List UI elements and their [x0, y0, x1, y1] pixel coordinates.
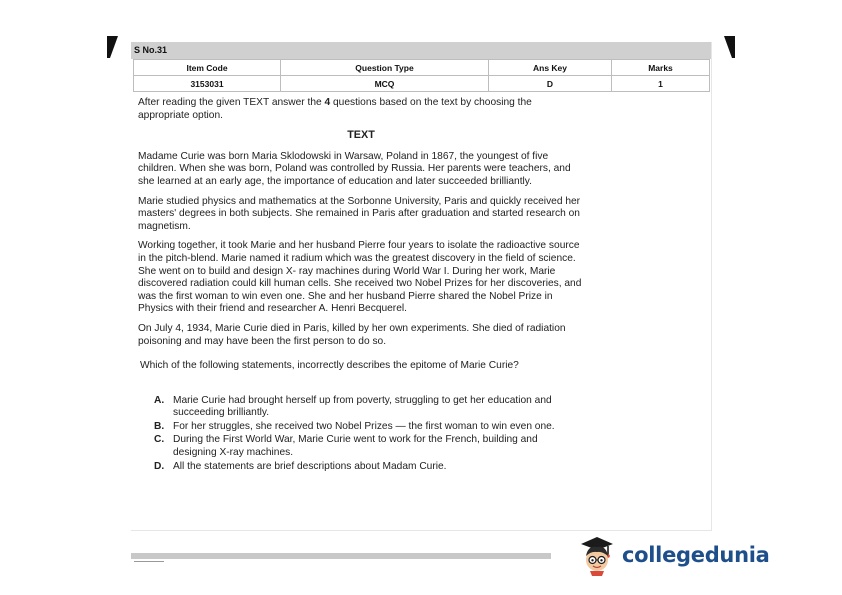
instruction-text-end: questions based on the text by choosing the appropriate option.	[138, 97, 532, 121]
instruction-text-start: After reading the given TEXT answer the	[138, 97, 325, 108]
passage-paragraph: Madame Curie was born Maria Sklodowski in Warsaw, Poland in 1867, the youngest of five children. When she was born, Poland was controlled by Russia. Her parents were teachers, and she learned at an early age, the importance of education and later succeeded brilliantly.	[138, 150, 571, 187]
instruction	[138, 97, 584, 122]
option-letter: C.	[154, 434, 165, 446]
option-letter: D.	[154, 460, 165, 472]
item-code-value: 3153031	[134, 76, 281, 92]
option-text: During the First World War, Marie Curie went to work for the French, building and designing X-ray machines.	[173, 434, 538, 459]
passage-paragraph: On July 4, 1934, Marie Curie died in Paris, killed by her own experiments. She died of radiation poisoning and may have been the first person to do so.	[138, 322, 566, 347]
option-b	[154, 421, 584, 434]
instruction-count: 4	[324, 97, 331, 108]
serial-number: S No.31	[131, 42, 711, 59]
corner-mark-right	[724, 36, 735, 58]
item-meta-table	[133, 59, 710, 92]
option-text: All the statements are brief descriptions about Madam Curie.	[173, 460, 447, 472]
option-a	[154, 395, 584, 420]
table-header-row	[134, 60, 710, 76]
question-stem: Which of the following statements, incorrectly describes the epitome of Marie Curie?	[140, 360, 519, 372]
text-heading: TEXT	[347, 129, 375, 142]
passage-paragraph: Working together, it took Marie and her husband Pierre four years to isolate the radioactive source in the pitch-blend. Marie named it radium which was the greatest discovery in the field of science. She went on to build and design X- ray machines during World War I. During her work, Marie discovered radiation could kill human cells. She received two Nobel Prizes for her discoveries, and was the first woman to win even one. She and her husband Pierre shared the Nobel Prize in Physics with their friend and researcher A. Henri Becquerel.	[138, 240, 582, 315]
option-text: Marie Curie had brought herself up from poverty, struggling to get her education and succeeding brilliantly.	[173, 394, 552, 419]
question-sheet	[131, 42, 712, 531]
option-letter: B.	[154, 420, 165, 432]
marks-value: 1	[612, 76, 710, 92]
option-d	[154, 461, 584, 474]
question-type-value: MCQ	[281, 76, 489, 92]
option-c	[154, 434, 584, 459]
brand-logo	[578, 534, 770, 576]
corner-mark-left	[107, 36, 118, 58]
table-row	[134, 76, 710, 92]
header-ans-key: Ans Key	[489, 60, 612, 76]
option-letter: A.	[154, 394, 165, 406]
header-marks: Marks	[612, 60, 710, 76]
answer-options	[154, 395, 584, 474]
next-question-bar	[131, 553, 551, 559]
header-item-code: Item Code	[134, 60, 281, 76]
passage-paragraph: Marie studied physics and mathematics at the Sorbonne University, Paris and quickly received her masters' degrees in both subjects. She remained in Paris after graduation and started research on magnetism.	[138, 195, 581, 232]
header-question-type: Question Type	[281, 60, 489, 76]
option-text: For her struggles, she received two Nobel Prizes — the first woman to win even one.	[173, 420, 555, 432]
graduate-mascot-icon	[578, 534, 616, 576]
next-question-stub	[134, 561, 164, 562]
ans-key-value: D	[489, 76, 612, 92]
question-content	[131, 92, 594, 473]
brand-name: collegedunia	[622, 543, 770, 567]
